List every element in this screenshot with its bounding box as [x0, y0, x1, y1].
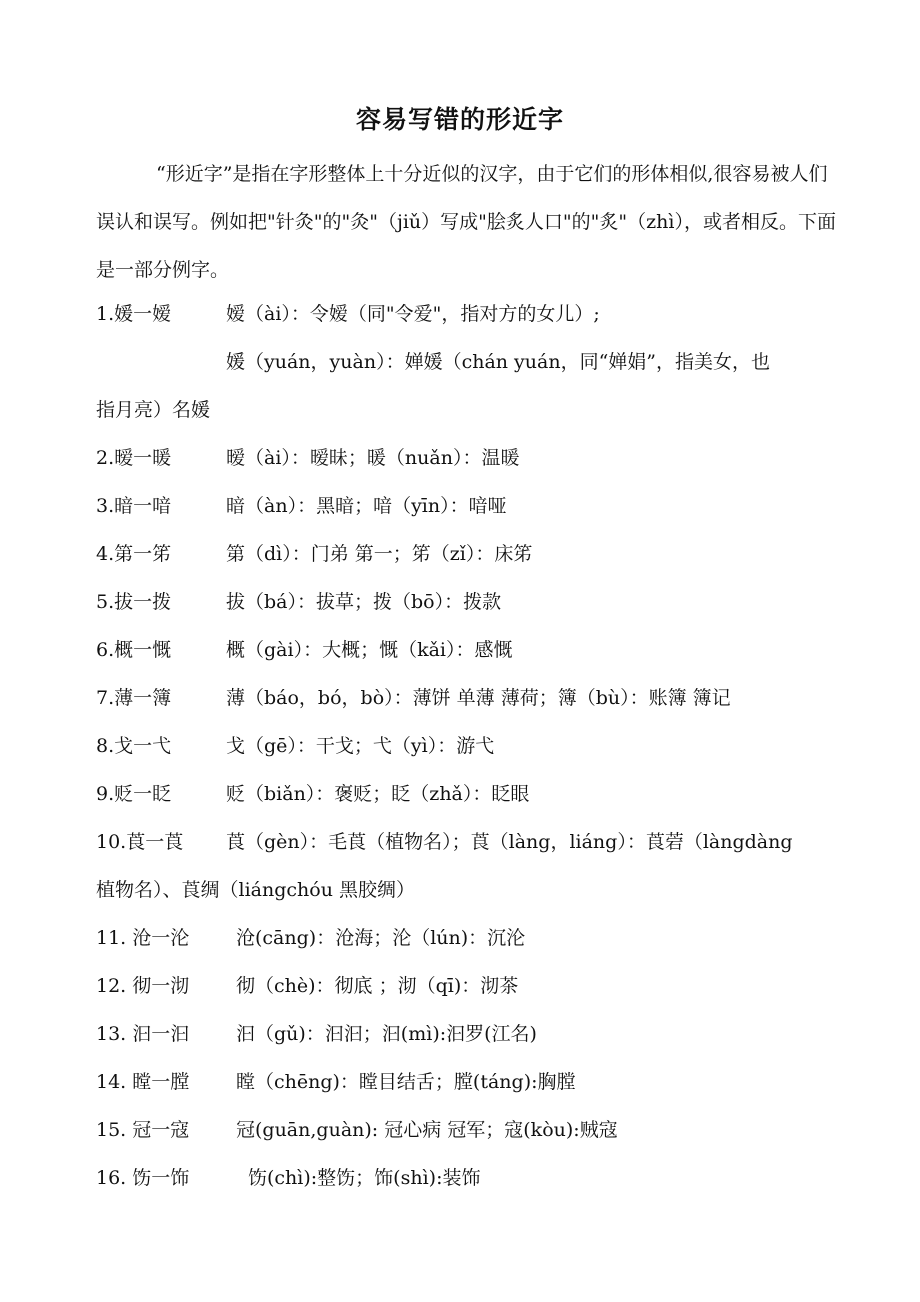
char-pair: 8.戈一弋 — [96, 735, 172, 757]
entry-list — [96, 290, 856, 1202]
char-pair: 9.贬一眨 — [96, 783, 172, 805]
char-definition: 冠(guān,guàn): 冠心病 冠军；寇(kòu):贼寇 — [236, 1119, 618, 1141]
char-definition: 汩（gǔ)：汩汩；汩(mì):汩罗(江名) — [236, 1023, 537, 1045]
list-item — [96, 1154, 856, 1202]
char-definition: 彻（chè)：彻底 ；沏（qī)：沏茶 — [236, 975, 519, 997]
char-definition: 戈（gē）：干戈；弋（yì）：游弋 — [226, 735, 495, 757]
char-definition: 第（dì）：门弟 第一；笫（zǐ）：床笫 — [226, 543, 533, 565]
char-definition: 指月亮）名媛 — [96, 399, 211, 421]
list-item — [96, 914, 856, 962]
char-pair: 13. 汩一汩 — [96, 1023, 190, 1045]
char-pair: 12. 彻一沏 — [96, 975, 190, 997]
intro-paragraph: “形近字”是指在字形整体上十分近似的汉字，由于它们的形体相似,很容易被人们误认和误写。例如把"针灸"的"灸"（jiǔ）写成"脍炙人口"的"炙"（zhì），或者相反。下面是一部分例字。 — [96, 163, 836, 281]
char-definition: 莨（gèn）：毛莨（植物名）；莨（làng，liáng）：莨菪（làngdàng — [226, 831, 793, 853]
char-definition: 概（gài）：大概；慨（kǎi）：感慨 — [226, 639, 513, 661]
char-definition: 暧（ài）：暧昧；暖（nuǎn）：温暖 — [226, 447, 520, 469]
list-item — [96, 1010, 856, 1058]
list-item — [96, 962, 856, 1010]
char-definition: 植物名）、莨绸（liángchóu 黑胶绸） — [96, 879, 415, 901]
char-pair: 5.拔一拨 — [96, 591, 172, 613]
char-pair: 10.莨一莨 — [96, 831, 184, 853]
char-definition: 瞠（chēng)：瞠目结舌；膛(táng):胸膛 — [236, 1071, 576, 1093]
char-definition: 饬(chì):整饬；饰(shì):装饰 — [248, 1167, 481, 1189]
char-definition: 媛（yuán，yuàn）：婵媛（chán yuán，同“婵娟”，指美女，也 — [226, 351, 771, 373]
list-item — [96, 626, 856, 674]
list-item — [96, 482, 856, 530]
char-pair: 11. 沧一沦 — [96, 927, 190, 949]
list-item — [96, 290, 856, 338]
char-definition: 拔（bá）：拔草；拨（bō）：拨款 — [226, 591, 502, 613]
list-item-continuation — [96, 338, 856, 386]
char-definition: 沧(cāng)：沧海；沦（lún)：沉沦 — [236, 927, 526, 949]
list-item — [96, 1106, 856, 1154]
char-pair: 6.概一慨 — [96, 639, 172, 661]
char-definition: 嫒（ài）：令嫒（同"令爱"，指对方的女儿）; — [226, 303, 600, 325]
list-item — [96, 674, 856, 722]
char-pair: 4.第一笫 — [96, 543, 172, 565]
char-definition: 暗（àn）：黑暗；喑（yīn）：喑哑 — [226, 495, 507, 517]
char-pair: 1.媛一嫒 — [96, 303, 172, 325]
char-pair: 14. 瞠一膛 — [96, 1071, 190, 1093]
list-item-continuation — [96, 386, 856, 434]
char-pair: 15. 冠一寇 — [96, 1119, 190, 1141]
char-pair: 2.暧一暖 — [96, 447, 172, 469]
char-pair: 3.暗一喑 — [96, 495, 172, 517]
char-pair: 7.薄一簿 — [96, 687, 172, 709]
list-item — [96, 434, 856, 482]
list-item-continuation — [96, 866, 856, 914]
list-item — [96, 530, 856, 578]
list-item — [96, 818, 856, 866]
char-definition: 薄（báo，bó，bò）：薄饼 单薄 薄荷；簿（bù）：账簿 簿记 — [226, 687, 731, 709]
char-definition: 贬（biǎn）：褒贬；眨（zhǎ）：眨眼 — [226, 783, 530, 805]
char-pair: 16. 饬一饰 — [96, 1167, 190, 1189]
list-item — [96, 578, 856, 626]
page-title: 容易写错的形近字 — [355, 105, 564, 134]
list-item — [96, 1058, 856, 1106]
list-item — [96, 770, 856, 818]
list-item — [96, 722, 856, 770]
